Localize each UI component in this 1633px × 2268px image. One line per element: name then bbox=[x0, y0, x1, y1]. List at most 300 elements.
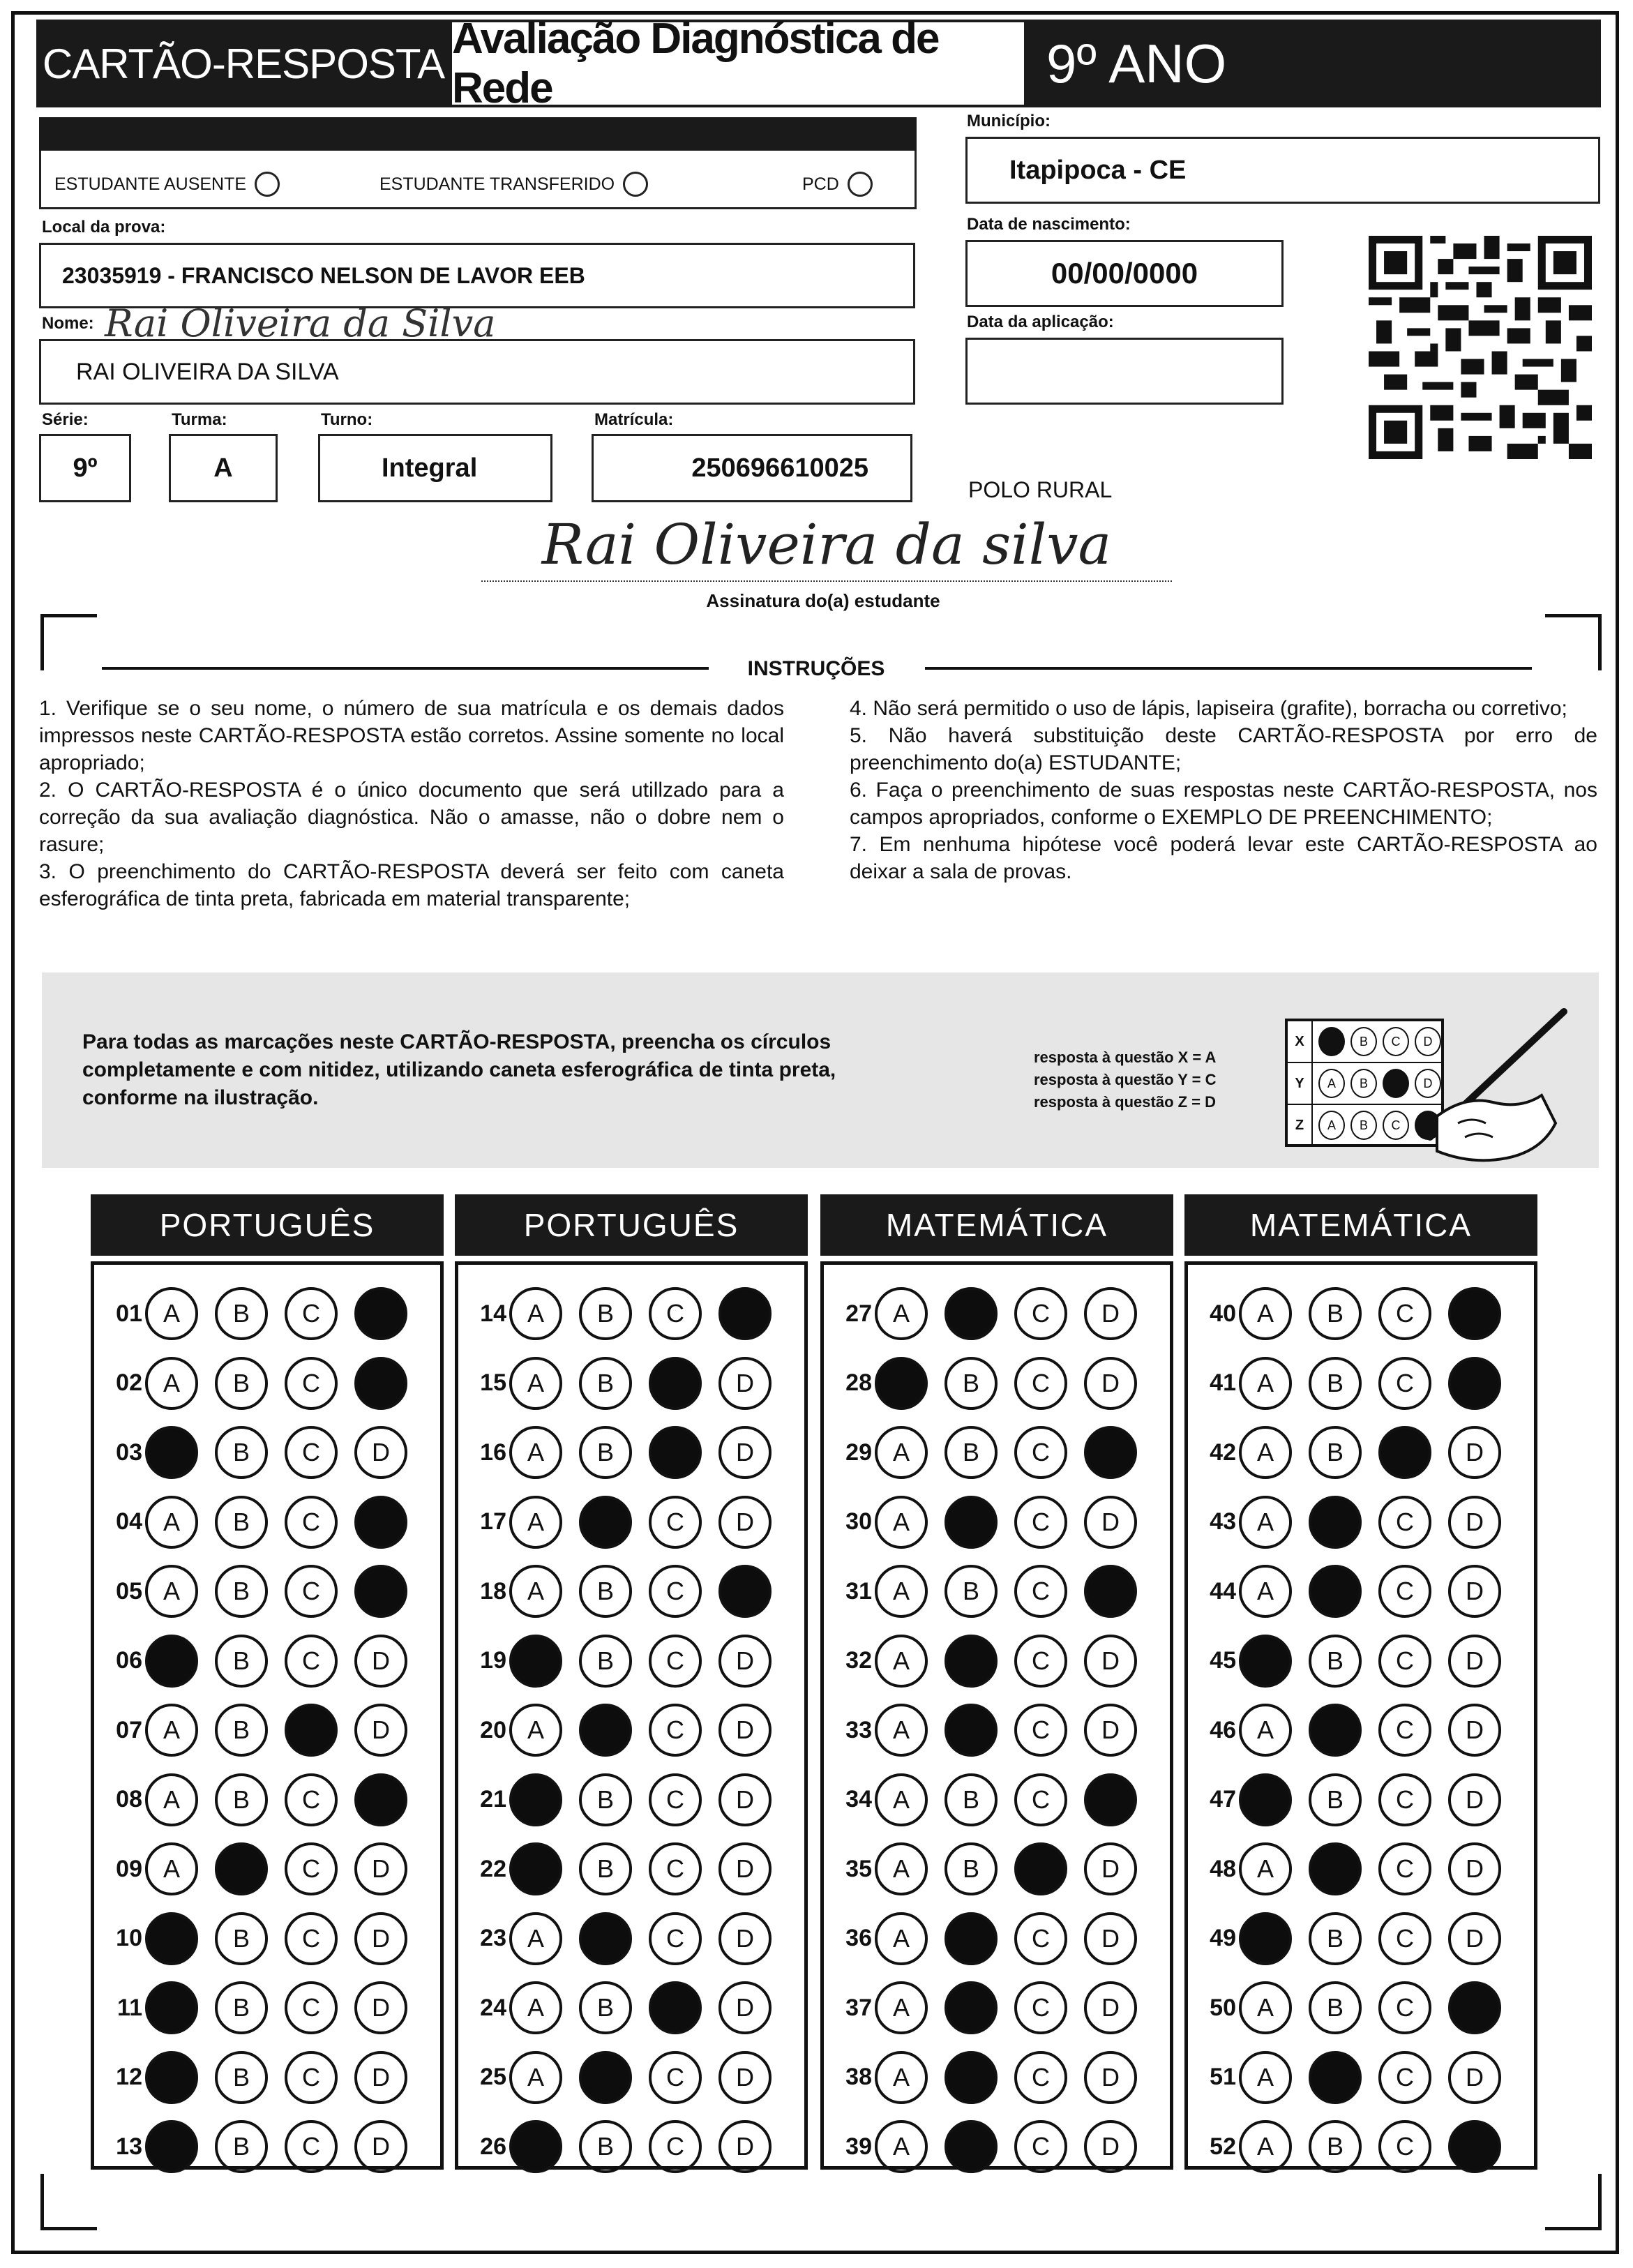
answer-bubble-filled[interactable] bbox=[945, 1496, 998, 1549]
answer-bubble[interactable]: D bbox=[1448, 2051, 1501, 2104]
answer-bubble[interactable]: C bbox=[1378, 1912, 1431, 1965]
answer-bubble-filled[interactable] bbox=[649, 1357, 702, 1410]
answer-bubble[interactable]: A bbox=[145, 1842, 198, 1895]
answer-bubble[interactable]: A bbox=[145, 1704, 198, 1757]
answer-bubble[interactable]: C bbox=[1378, 1981, 1431, 2034]
local-field: 23035919 - FRANCISCO NELSON DE LAVOR EEB bbox=[39, 243, 915, 308]
answer-bubble[interactable]: D bbox=[1084, 1842, 1137, 1895]
answer-bubble-filled[interactable] bbox=[509, 1773, 562, 1826]
answer-bubble[interactable]: A bbox=[875, 2051, 928, 2104]
local-label: Local da prova: bbox=[42, 218, 166, 236]
answer-bubble[interactable]: D bbox=[718, 1357, 772, 1410]
answer-bubble[interactable]: C bbox=[1378, 1842, 1431, 1895]
answer-bubble[interactable]: A bbox=[1239, 1842, 1292, 1895]
answer-bubble[interactable]: C bbox=[1378, 2051, 1431, 2104]
example-bubble: B bbox=[1350, 1069, 1377, 1098]
answer-bubble[interactable]: B bbox=[579, 1565, 632, 1618]
answer-bubble[interactable]: C bbox=[285, 2051, 338, 2104]
nascimento-field: 00/00/0000 bbox=[965, 240, 1284, 307]
answer-bubble[interactable]: D bbox=[1448, 1635, 1501, 1688]
answer-bubble[interactable]: D bbox=[1084, 1496, 1137, 1549]
question-row bbox=[834, 1907, 1137, 1970]
answer-bubble[interactable]: A bbox=[875, 1496, 928, 1549]
answer-bubble-filled[interactable] bbox=[1084, 1565, 1137, 1618]
answer-bubble[interactable]: B bbox=[1309, 1981, 1362, 2034]
answer-bubble-filled[interactable] bbox=[354, 1496, 407, 1549]
answer-bubble[interactable]: C bbox=[649, 1842, 702, 1895]
question-row bbox=[834, 1560, 1137, 1623]
answer-bubble[interactable]: A bbox=[509, 1912, 562, 1965]
column-header-3: MATEMÁTICA bbox=[1184, 1194, 1537, 1256]
answer-bubble[interactable]: D bbox=[718, 1704, 772, 1757]
answer-bubble[interactable]: D bbox=[1448, 1842, 1501, 1895]
answer-bubble[interactable]: C bbox=[1014, 1773, 1067, 1826]
answer-bubble-filled[interactable] bbox=[1448, 2120, 1501, 2173]
question-row bbox=[1198, 1421, 1501, 1484]
answer-bubble[interactable]: C bbox=[1014, 1565, 1067, 1618]
answer-bubble-filled[interactable] bbox=[1309, 1565, 1362, 1618]
answer-bubble-filled[interactable] bbox=[945, 1912, 998, 1965]
question-row bbox=[469, 1282, 772, 1345]
answer-bubble-filled[interactable] bbox=[354, 1357, 407, 1410]
example-bubble: C bbox=[1383, 1027, 1409, 1056]
answer-bubble[interactable]: C bbox=[285, 2120, 338, 2173]
answer-bubble-filled[interactable] bbox=[649, 1981, 702, 2034]
corner-top-left bbox=[40, 614, 97, 670]
question-row bbox=[105, 1907, 407, 1970]
answer-bubble-filled[interactable] bbox=[145, 1426, 198, 1479]
question-row bbox=[834, 1976, 1137, 2039]
answer-bubble[interactable]: D bbox=[354, 1635, 407, 1688]
answer-bubble[interactable]: C bbox=[649, 2051, 702, 2104]
answer-bubble[interactable]: C bbox=[1378, 1635, 1431, 1688]
answer-bubble[interactable]: D bbox=[1448, 1773, 1501, 1826]
answer-bubble[interactable]: A bbox=[145, 1287, 198, 1340]
nascimento-label: Data de nascimento: bbox=[967, 215, 1131, 234]
answer-bubble[interactable]: A bbox=[875, 1704, 928, 1757]
answer-bubble[interactable]: D bbox=[1084, 1981, 1137, 2034]
answer-bubble[interactable]: D bbox=[718, 2120, 772, 2173]
answer-bubble[interactable]: C bbox=[285, 1635, 338, 1688]
answer-bubble[interactable]: A bbox=[875, 1635, 928, 1688]
answer-bubble[interactable]: C bbox=[1014, 1287, 1067, 1340]
question-row bbox=[834, 1352, 1137, 1415]
answer-bubble[interactable]: A bbox=[145, 1773, 198, 1826]
answer-bubble[interactable]: D bbox=[354, 2051, 407, 2104]
answer-bubble[interactable]: C bbox=[649, 2120, 702, 2173]
answer-bubble[interactable]: A bbox=[875, 1773, 928, 1826]
answer-bubble[interactable]: A bbox=[509, 1287, 562, 1340]
answer-bubble[interactable]: A bbox=[145, 1565, 198, 1618]
nome-label: Nome: bbox=[42, 314, 94, 333]
question-row bbox=[469, 1976, 772, 2039]
answer-bubble[interactable]: C bbox=[1014, 1357, 1067, 1410]
answer-bubble[interactable]: C bbox=[649, 1496, 702, 1549]
answer-bubble-filled[interactable] bbox=[1014, 1842, 1067, 1895]
question-number: 31 bbox=[845, 1577, 872, 1605]
answer-bubble-filled[interactable] bbox=[145, 1981, 198, 2034]
answer-bubble-filled[interactable] bbox=[145, 2051, 198, 2104]
question-row bbox=[834, 1421, 1137, 1484]
answer-bubble[interactable]: C bbox=[285, 1773, 338, 1826]
answer-bubble-filled[interactable] bbox=[945, 1704, 998, 1757]
answer-bubble-filled[interactable] bbox=[145, 1912, 198, 1965]
answer-bubble[interactable]: B bbox=[1309, 1635, 1362, 1688]
answer-bubble[interactable]: B bbox=[945, 1773, 998, 1826]
example-bubble: B bbox=[1350, 1111, 1377, 1140]
example-bubble: A bbox=[1318, 1111, 1345, 1140]
answer-bubble[interactable]: B bbox=[945, 1842, 998, 1895]
question-row bbox=[105, 1352, 407, 1415]
answer-bubble[interactable]: A bbox=[1239, 2051, 1292, 2104]
question-number: 11 bbox=[117, 1994, 142, 2021]
answer-bubble[interactable]: A bbox=[145, 1496, 198, 1549]
answer-bubble[interactable]: B bbox=[1309, 1287, 1362, 1340]
answer-bubble[interactable]: A bbox=[875, 2120, 928, 2173]
question-number: 07 bbox=[116, 1716, 142, 1743]
answer-bubble[interactable]: D bbox=[354, 2120, 407, 2173]
question-number: 48 bbox=[1210, 1855, 1236, 1882]
answer-bubble[interactable]: C bbox=[1378, 2120, 1431, 2173]
question-number: 19 bbox=[480, 1647, 506, 1674]
answer-bubble[interactable]: C bbox=[1378, 1287, 1431, 1340]
answer-bubble[interactable]: B bbox=[945, 1565, 998, 1618]
answer-bubble[interactable]: B bbox=[215, 1773, 268, 1826]
answer-bubble[interactable]: A bbox=[509, 1357, 562, 1410]
question-number: 14 bbox=[480, 1300, 506, 1327]
answer-bubble-filled[interactable] bbox=[1309, 1496, 1362, 1549]
municipio-label: Município: bbox=[967, 112, 1051, 130]
answer-bubble[interactable]: A bbox=[1239, 2120, 1292, 2173]
answer-bubble[interactable]: A bbox=[1239, 1496, 1292, 1549]
answer-bubble-filled[interactable] bbox=[1239, 1912, 1292, 1965]
answer-bubble-filled[interactable] bbox=[945, 1981, 998, 2034]
answer-bubble-filled[interactable] bbox=[579, 2051, 632, 2104]
answer-bubble[interactable]: C bbox=[285, 1426, 338, 1479]
answer-bubble[interactable]: A bbox=[509, 1565, 562, 1618]
example-bubble: D bbox=[1415, 1027, 1441, 1056]
question-number: 35 bbox=[845, 1855, 872, 1882]
question-row bbox=[105, 1630, 407, 1692]
example-legend-x: resposta à questão X = A bbox=[1034, 1049, 1217, 1066]
answer-bubble[interactable]: A bbox=[509, 1981, 562, 2034]
answer-bubble[interactable]: C bbox=[1014, 1912, 1067, 1965]
instructions-rule-right bbox=[925, 667, 1532, 670]
question-row bbox=[105, 1768, 407, 1831]
example-bubble: C bbox=[1383, 1111, 1409, 1140]
answer-bubble[interactable]: D bbox=[718, 1912, 772, 1965]
answer-bubble[interactable]: D bbox=[1084, 1635, 1137, 1688]
answer-bubble[interactable]: A bbox=[875, 1565, 928, 1618]
answer-bubble[interactable]: D bbox=[718, 1635, 772, 1688]
question-number: 39 bbox=[845, 2133, 872, 2160]
answer-bubble[interactable]: B bbox=[579, 2120, 632, 2173]
answer-bubble[interactable]: B bbox=[215, 2051, 268, 2104]
answer-bubble[interactable]: D bbox=[354, 1426, 407, 1479]
answer-bubble[interactable]: C bbox=[285, 1842, 338, 1895]
question-number: 12 bbox=[116, 2064, 142, 2090]
answer-bubble[interactable]: B bbox=[579, 1842, 632, 1895]
question-number: 21 bbox=[480, 1786, 506, 1812]
answer-bubble[interactable]: B bbox=[1309, 2120, 1362, 2173]
answer-bubble[interactable]: D bbox=[1084, 2120, 1137, 2173]
answer-bubble[interactable]: B bbox=[215, 2120, 268, 2173]
answer-bubble-filled[interactable] bbox=[145, 2120, 198, 2173]
answer-bubble-filled[interactable] bbox=[1239, 1773, 1292, 1826]
question-number: 04 bbox=[116, 1508, 142, 1535]
answer-bubble[interactable]: A bbox=[145, 1357, 198, 1410]
question-number: 41 bbox=[1210, 1369, 1236, 1396]
hand-pen-icon bbox=[1416, 998, 1583, 1165]
answer-bubble[interactable]: D bbox=[1084, 1704, 1137, 1757]
answer-bubble[interactable]: C bbox=[1014, 1981, 1067, 2034]
answer-bubble[interactable]: B bbox=[945, 1357, 998, 1410]
question-row bbox=[105, 1421, 407, 1484]
answer-bubble[interactable]: A bbox=[509, 1704, 562, 1757]
answer-bubble[interactable]: D bbox=[718, 1426, 772, 1479]
answer-bubble[interactable]: C bbox=[1378, 1704, 1431, 1757]
answer-bubble[interactable]: C bbox=[285, 1912, 338, 1965]
answer-bubble[interactable]: C bbox=[1378, 1496, 1431, 1549]
answer-bubble[interactable]: B bbox=[215, 1912, 268, 1965]
answer-bubble[interactable]: D bbox=[354, 1842, 407, 1895]
answer-bubble-filled[interactable] bbox=[945, 2120, 998, 2173]
answer-bubble-filled[interactable] bbox=[354, 1287, 407, 1340]
answer-bubble[interactable]: B bbox=[215, 1981, 268, 2034]
answer-bubble[interactable]: D bbox=[1448, 1565, 1501, 1618]
answer-bubble-filled[interactable] bbox=[509, 2120, 562, 2173]
answer-bubble[interactable]: B bbox=[215, 1357, 268, 1410]
answer-bubble-filled[interactable] bbox=[945, 1635, 998, 1688]
answer-bubble[interactable]: D bbox=[718, 1773, 772, 1826]
flag-transferido bbox=[379, 172, 648, 197]
question-number: 30 bbox=[845, 1508, 872, 1535]
answer-bubble[interactable]: B bbox=[945, 1426, 998, 1479]
answer-bubble-filled[interactable] bbox=[145, 1635, 198, 1688]
flag-ausente bbox=[54, 172, 280, 197]
answer-bubble[interactable]: D bbox=[1448, 1704, 1501, 1757]
answer-bubble[interactable]: C bbox=[285, 1981, 338, 2034]
answer-bubble[interactable]: A bbox=[875, 1842, 928, 1895]
answer-bubble[interactable]: B bbox=[579, 1426, 632, 1479]
answer-bubble-filled[interactable] bbox=[945, 1287, 998, 1340]
header-avaliacao: Avaliação Diagnóstica de Rede bbox=[452, 22, 1024, 105]
answer-bubble[interactable]: C bbox=[285, 1357, 338, 1410]
answer-bubble[interactable]: B bbox=[215, 1496, 268, 1549]
answer-bubble-filled[interactable] bbox=[718, 1565, 772, 1618]
answer-bubble[interactable]: C bbox=[1378, 1357, 1431, 1410]
flag-transferido-bubble[interactable] bbox=[623, 172, 648, 197]
question-number: 23 bbox=[480, 1925, 506, 1951]
answer-bubble[interactable]: D bbox=[1448, 1426, 1501, 1479]
answer-bubble-filled[interactable] bbox=[1309, 2051, 1362, 2104]
question-row bbox=[834, 1282, 1137, 1345]
answer-bubble-filled[interactable] bbox=[1084, 1773, 1137, 1826]
question-number: 20 bbox=[480, 1716, 506, 1743]
answer-bubble[interactable]: D bbox=[1084, 1357, 1137, 1410]
answer-bubble[interactable]: D bbox=[718, 2051, 772, 2104]
answer-bubble[interactable]: A bbox=[1239, 1565, 1292, 1618]
question-row bbox=[469, 2115, 772, 2178]
question-number: 16 bbox=[480, 1439, 506, 1466]
answer-bubble[interactable]: C bbox=[1014, 1496, 1067, 1549]
question-number: 15 bbox=[480, 1369, 506, 1396]
instructions-rule-left bbox=[102, 667, 709, 670]
answer-bubble-filled[interactable] bbox=[875, 1357, 928, 1410]
answer-bubble-filled[interactable] bbox=[1448, 1357, 1501, 1410]
answer-bubble[interactable]: C bbox=[1378, 1565, 1431, 1618]
answer-bubble[interactable]: D bbox=[354, 1704, 407, 1757]
question-row bbox=[834, 1699, 1137, 1762]
answer-bubble[interactable]: B bbox=[1309, 1357, 1362, 1410]
answer-bubble[interactable]: A bbox=[509, 1496, 562, 1549]
answer-bubble[interactable]: C bbox=[649, 1773, 702, 1826]
turma-label: Turma: bbox=[172, 410, 227, 429]
answer-bubble-filled[interactable] bbox=[945, 2051, 998, 2104]
answer-bubble-filled[interactable] bbox=[1239, 1635, 1292, 1688]
question-number: 33 bbox=[845, 1716, 872, 1743]
question-row bbox=[105, 1282, 407, 1345]
question-number: 05 bbox=[116, 1577, 142, 1605]
question-row bbox=[834, 1838, 1137, 1900]
answer-bubble[interactable]: A bbox=[1239, 1426, 1292, 1479]
answer-bubble[interactable]: C bbox=[1014, 1426, 1067, 1479]
aplicacao-field[interactable] bbox=[965, 338, 1284, 405]
header-ano: 9º ANO bbox=[1046, 32, 1227, 94]
question-number: 46 bbox=[1210, 1716, 1236, 1743]
question-number: 32 bbox=[845, 1647, 872, 1674]
answer-bubble[interactable]: D bbox=[1448, 1912, 1501, 1965]
answer-bubble[interactable]: D bbox=[354, 1981, 407, 2034]
answer-bubble[interactable]: A bbox=[875, 1912, 928, 1965]
answer-bubble[interactable]: C bbox=[285, 1287, 338, 1340]
question-row bbox=[469, 1560, 772, 1623]
answer-bubble-filled[interactable] bbox=[579, 1496, 632, 1549]
answer-bubble[interactable]: B bbox=[579, 1981, 632, 2034]
answer-bubble[interactable]: C bbox=[285, 1496, 338, 1549]
answer-bubble[interactable]: D bbox=[718, 1842, 772, 1895]
answer-bubble[interactable]: B bbox=[1309, 1912, 1362, 1965]
answer-bubble[interactable]: D bbox=[354, 1912, 407, 1965]
instructions-right bbox=[850, 695, 1597, 885]
question-number: 29 bbox=[845, 1439, 872, 1466]
question-number: 03 bbox=[116, 1439, 142, 1466]
answer-bubble[interactable]: A bbox=[509, 1426, 562, 1479]
question-number: 24 bbox=[480, 1994, 506, 2021]
answer-bubble-filled[interactable] bbox=[285, 1704, 338, 1757]
example-row-key: X bbox=[1288, 1021, 1313, 1062]
question-number: 01 bbox=[116, 1300, 142, 1327]
nome-field: RAI OLIVEIRA DA SILVA bbox=[39, 339, 915, 405]
answer-bubble[interactable]: D bbox=[718, 1981, 772, 2034]
answer-bubble[interactable]: B bbox=[579, 1773, 632, 1826]
answer-bubble[interactable]: C bbox=[1014, 2120, 1067, 2173]
flag-ausente-bubble[interactable] bbox=[255, 172, 280, 197]
answer-bubble[interactable]: B bbox=[579, 1357, 632, 1410]
answer-bubble[interactable]: D bbox=[718, 1496, 772, 1549]
answer-bubble[interactable]: B bbox=[215, 1635, 268, 1688]
question-row bbox=[105, 1491, 407, 1554]
answer-bubble[interactable]: A bbox=[875, 1287, 928, 1340]
example-bubble bbox=[1383, 1069, 1409, 1098]
answer-bubble[interactable]: D bbox=[1448, 1496, 1501, 1549]
answer-bubble-filled[interactable] bbox=[509, 1842, 562, 1895]
turno-field: Integral bbox=[318, 434, 552, 502]
answer-bubble[interactable]: C bbox=[649, 1912, 702, 1965]
matricula-label: Matrícula: bbox=[594, 410, 674, 429]
answer-bubble[interactable]: B bbox=[1309, 1773, 1362, 1826]
answer-bubble[interactable]: C bbox=[649, 1635, 702, 1688]
answer-bubble[interactable]: B bbox=[215, 1287, 268, 1340]
answer-bubble-filled[interactable] bbox=[509, 1635, 562, 1688]
question-row bbox=[105, 1838, 407, 1900]
answer-bubble[interactable]: C bbox=[1014, 1635, 1067, 1688]
answer-bubble-filled[interactable] bbox=[1448, 1981, 1501, 2034]
question-number: 02 bbox=[116, 1369, 142, 1396]
answer-bubble-filled[interactable] bbox=[215, 1842, 268, 1895]
answer-bubble-filled[interactable] bbox=[1309, 1842, 1362, 1895]
answer-bubble[interactable]: C bbox=[649, 1287, 702, 1340]
answer-bubble[interactable]: A bbox=[1239, 1981, 1292, 2034]
answer-bubble[interactable]: D bbox=[1084, 1287, 1137, 1340]
instruction-2: 2. O CARTÃO-RESPOSTA é o único documento que será utillzado para a correção da sua avaliação diagnóstica. Não o amasse, não o dobre nem o rasure; bbox=[39, 779, 784, 856]
corner-bottom-left bbox=[40, 2174, 97, 2230]
answer-bubble[interactable]: B bbox=[1309, 1426, 1362, 1479]
column-header-2: MATEMÁTICA bbox=[820, 1194, 1173, 1256]
answer-bubble[interactable]: B bbox=[579, 1287, 632, 1340]
answer-bubble[interactable]: B bbox=[215, 1426, 268, 1479]
answer-bubble[interactable]: C bbox=[285, 1565, 338, 1618]
answer-bubble-filled[interactable] bbox=[1378, 1426, 1431, 1479]
question-number: 34 bbox=[845, 1786, 872, 1812]
question-row bbox=[469, 1352, 772, 1415]
answer-bubble[interactable]: C bbox=[1014, 1704, 1067, 1757]
answer-bubble[interactable]: A bbox=[1239, 1704, 1292, 1757]
answer-bubble[interactable]: C bbox=[1378, 1773, 1431, 1826]
answer-bubble[interactable]: D bbox=[1084, 1912, 1137, 1965]
answer-bubble[interactable]: B bbox=[579, 1635, 632, 1688]
answer-bubble-filled[interactable] bbox=[579, 1704, 632, 1757]
answer-bubble[interactable]: D bbox=[1084, 2051, 1137, 2104]
answer-bubble-filled[interactable] bbox=[649, 1426, 702, 1479]
answer-bubble[interactable]: B bbox=[215, 1565, 268, 1618]
answer-bubble[interactable]: C bbox=[649, 1565, 702, 1618]
answer-bubble-filled[interactable] bbox=[718, 1287, 772, 1340]
answer-bubble[interactable]: A bbox=[875, 1981, 928, 2034]
answer-bubble-filled[interactable] bbox=[1448, 1287, 1501, 1340]
question-row bbox=[1198, 1282, 1501, 1345]
example-bubble: A bbox=[1318, 1069, 1345, 1098]
instruction-4: 4. Não será permitido o uso de lápis, lapiseira (grafite), borracha ou corretivo; bbox=[850, 697, 1567, 720]
answer-bubble-filled[interactable] bbox=[354, 1565, 407, 1618]
question-number: 49 bbox=[1210, 1925, 1236, 1951]
instruction-6: 6. Faça o preenchimento de suas respostas neste CARTÃO-RESPOSTA, nos campos apropriados, conforme o EXEMPLO DE PREENCHIMENTO; bbox=[850, 779, 1597, 829]
answer-bubble-filled[interactable] bbox=[579, 1912, 632, 1965]
answer-bubble[interactable]: A bbox=[875, 1426, 928, 1479]
answer-bubble[interactable]: A bbox=[1239, 1357, 1292, 1410]
answer-bubble-filled[interactable] bbox=[1084, 1426, 1137, 1479]
answer-bubble-filled[interactable] bbox=[1309, 1704, 1362, 1757]
answer-bubble[interactable]: C bbox=[649, 1704, 702, 1757]
question-row bbox=[1198, 2046, 1501, 2109]
flag-pcd-bubble[interactable] bbox=[848, 172, 873, 197]
answer-bubble[interactable]: C bbox=[1014, 2051, 1067, 2104]
answer-bubble[interactable]: A bbox=[509, 2051, 562, 2104]
answer-bubble[interactable]: A bbox=[1239, 1287, 1292, 1340]
signature-handwritten: Rai Oliveira da silva bbox=[541, 512, 1112, 577]
answer-bubble-filled[interactable] bbox=[354, 1773, 407, 1826]
answer-bubble[interactable]: B bbox=[215, 1704, 268, 1757]
